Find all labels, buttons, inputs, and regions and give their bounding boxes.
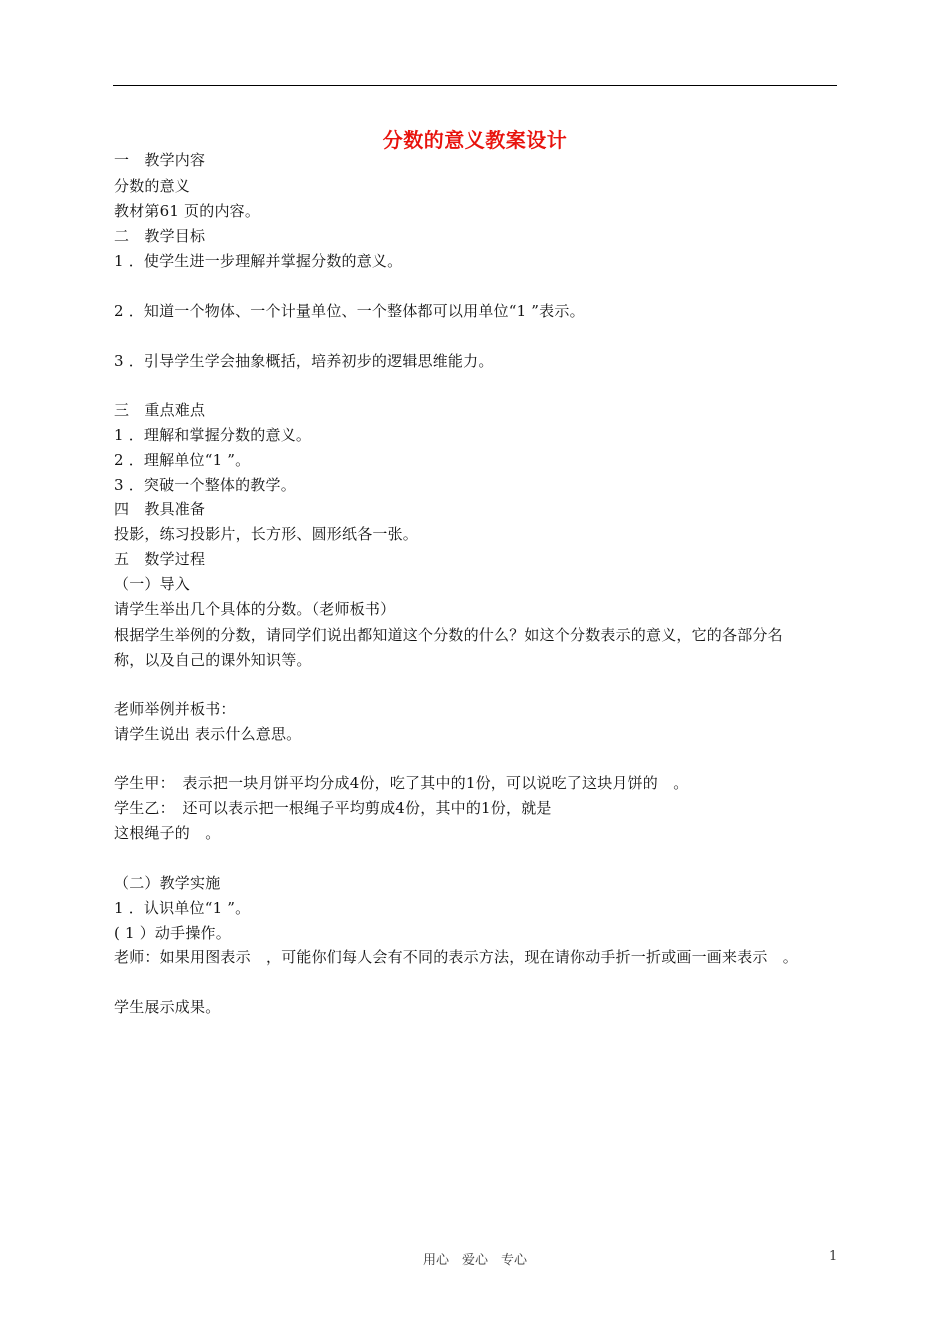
section-heading-process: 五 数学过程 [114, 550, 206, 568]
section-heading-goals: 二 教学目标 [114, 227, 206, 245]
list-item: 2 ．知道一个物体、一个计量单位、一个整体都可以用单位“1 ”表示。 [114, 302, 585, 320]
text-line: 投影，练习投影片，长方形、圆形纸各一张。 [114, 525, 419, 543]
page-footer: 用心 爱心 专心 [422, 1253, 527, 1268]
section-heading-key-points: 三 重点难点 [114, 401, 206, 419]
text-line: 请学生说出 表示什么意思。 [114, 725, 302, 743]
page-number: 1 [829, 1249, 838, 1264]
list-item: 3 ．引导学生学会抽象概括，培养初步的逻辑思维能力。 [114, 352, 494, 370]
subsection-heading-intro: （一）导入 [114, 575, 191, 593]
list-item: 2 ．理解单位“1 ”。 [114, 451, 251, 469]
subsection-heading-implementation: （二）教学实施 [114, 874, 221, 892]
text-line: 学生甲： 表示把一块月饼平均分成4份，吃了其中的1份，可以说吃了这块月饼的 。 [114, 774, 689, 792]
text-line: 教材第61 页的内容。 [114, 202, 261, 220]
text-line: 学生乙： 还可以表示把一根绳子平均剪成4份，其中的1份，就是 [114, 799, 552, 817]
text-line: 请学生举出几个具体的分数。（老师板书） [114, 600, 396, 618]
text-line: 学生展示成果。 [114, 998, 221, 1016]
list-item: 1 ．理解和掌握分数的意义。 [114, 426, 312, 444]
section-heading-content: 一 教学内容 [114, 151, 206, 169]
list-item: 1 ．认识单位“1 ”。 [114, 899, 251, 917]
text-line: 根据学生举例的分数，请同学们说出都知道这个分数的什么？如这个分数表示的意义，它的各部分名 [114, 626, 783, 644]
section-heading-materials: 四 教具准备 [114, 500, 206, 518]
list-item: 3 ．突破一个整体的教学。 [114, 476, 296, 494]
list-item: 1 ．使学生进一步理解并掌握分数的意义。 [114, 252, 403, 270]
header-rule [113, 85, 837, 86]
document-title: 分数的意义教案设计 [382, 128, 568, 152]
list-item: ( 1 ）动手操作。 [114, 924, 231, 942]
text-line: 这根绳子的 。 [114, 824, 221, 842]
text-line: 老师：如果用图表示 ，可能你们每人会有不同的表示方法，现在请你动手折一折或画一画来表示 。 [114, 948, 799, 966]
text-line: 分数的意义 [114, 177, 191, 195]
text-line: 称，以及自己的课外知识等。 [114, 651, 312, 669]
text-line: 老师举例并板书： [114, 700, 236, 718]
